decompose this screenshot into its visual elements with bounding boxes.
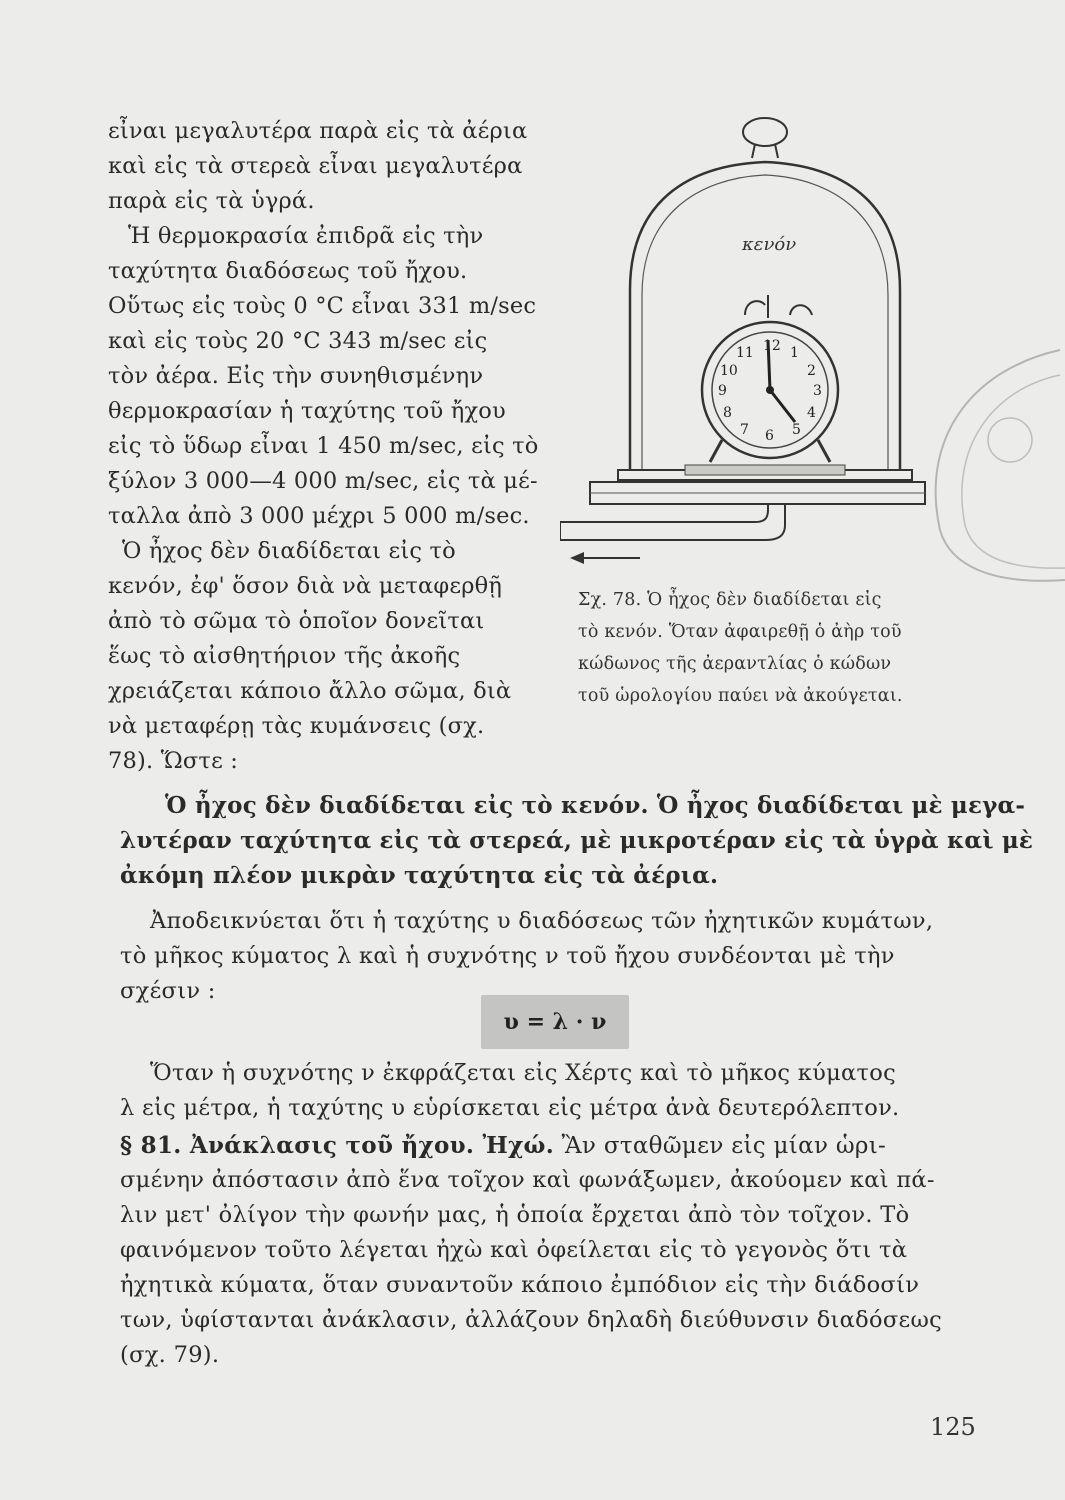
page-number: 125 [930,1413,976,1441]
library-stamp [880,330,1065,590]
column-line-17: χρειάζεται κάποιο ἄλλο σῶμα, διὰ [108,678,512,704]
column-line-10: εἰς τὸ ὕδωρ εἶναι 1 450 m/sec, εἰς τὸ [108,433,539,459]
section-line-3: λιν μετ' ὀλίγον τὴν φωνήν μας, ἡ ὁποία ἔρχεται ἀπὸ τὸν τοῖχον. Τὸ [120,1202,910,1228]
clock-numeral-3: 3 [813,383,822,399]
section-first-line [120,1132,980,1159]
clock-numeral-12: 12 [763,338,781,354]
section-line-4: φαινόμενον τοῦτο λέγεται ἠχὼ καὶ ὀφείλεται εἰς τὸ γεγονὸς ὅτι τὰ [120,1237,908,1263]
section-heading: § 81. Ἀνάκλασις τοῦ ἤχου. Ἠχώ. [120,1132,555,1159]
clock-numeral-1: 1 [790,345,799,361]
section-line-7: (σχ. 79). [120,1342,220,1368]
relation-line-1: Ἀποδεικνύεται ὅτι ἡ ταχύτης υ διαδόσεως τῶν ἠχητικῶν κυμάτων, [150,908,934,934]
column-line-3: παρὰ εἰς τὰ ὑγρά. [108,188,315,214]
clock-numeral-5: 5 [792,422,801,438]
column-line-7: καὶ εἰς τοὺς 20 °C 343 m/sec εἰς [108,328,488,354]
section-line-6: των, ὑφίστανται ἀνάκλασιν, ἀλλάζουν δηλαδὴ διεύθυνσιν διαδόσεως [120,1307,943,1333]
column-line-19: 78). Ὥστε : [108,748,239,774]
column-line-13: Ὁ ἦχος δὲν διαδίδεται εἰς τὸ [122,538,456,564]
units-line-1: Ὅταν ἡ συχνότης ν ἐκφράζεται εἰς Χέρτς καὶ τὸ μῆκος κύματος [150,1060,897,1086]
caption-line-1: Σχ. 78. Ὁ ἦχος δὲν διαδίδεται εἰς [578,590,882,610]
units-line-2: λ εἰς μέτρα, ἡ ταχύτης υ εὑρίσκεται εἰς μέτρα ἀνὰ δευτερόλεπτον. [120,1095,900,1121]
formula-box: υ = λ · ν [481,995,629,1049]
rule-line-3: ἀκόμη πλέον μικρὰν ταχύτητα εἰς τὰ ἀέρια. [120,862,719,889]
clock-numeral-9: 9 [718,383,727,399]
column-line-16: ἕως τὸ αἰσθητήριον τῆς ἀκοῆς [108,643,461,669]
column-line-14: κενόν, ἐφ' ὅσον διὰ νὰ μεταφερθῇ [108,573,503,599]
rule-line-1: Ὁ ἦχος δὲν διαδίδεται εἰς τὸ κενόν. Ὁ ἦχος διαδίδεται μὲ μεγα- [165,792,1026,819]
clock-numeral-4: 4 [807,405,816,421]
clock-numeral-11: 11 [736,345,754,361]
clock-numeral-7: 7 [740,422,749,438]
column-line-8: τὸν ἀέρα. Εἰς τὴν συνηθισμένην [108,363,484,389]
relation-line-2: τὸ μῆκος κύματος λ καὶ ἡ συχνότης ν τοῦ ἤχου συνδέονται μὲ τὴν [120,943,895,969]
rule-line-2: λυτέραν ταχύτητα εἰς τὰ στερεά, μὲ μικροτέραν εἰς τὰ ὑγρὰ καὶ μὲ [120,827,1034,854]
column-line-12: ταλλα ἀπὸ 3 000 μέχρι 5 000 m/sec. [108,503,530,529]
relation-line-3: σχέσιν : [120,978,216,1004]
column-line-6: Οὕτως εἰς τοὺς 0 °C εἶναι 331 m/sec [108,293,537,319]
clock-numeral-10: 10 [720,363,738,379]
column-line-11: ξύλον 3 000—4 000 m/sec, εἰς τὰ μέ- [108,468,538,494]
column-line-4: Ἡ θερμοκρασία ἐπιδρᾶ εἰς τὴν [128,223,484,249]
vacuum-label: κενόν [742,234,797,255]
clock-numeral-2: 2 [807,363,816,379]
column-line-9: θερμοκρασίαν ἡ ταχύτης τοῦ ἤχου [108,398,506,424]
column-line-15: ἀπὸ τὸ σῶμα τὸ ὁποῖον δονεῖται [108,608,485,634]
clock-numeral-6: 6 [765,428,774,444]
section-line-5: ἠχητικὰ κύματα, ὅταν συναντοῦν κάποιο ἐμπόδιον εἰς τὴν διάδοσίν [120,1272,920,1298]
stamp-graphic [880,330,1065,590]
section-line-2: σμένην ἀπόστασιν ἀπὸ ἕνα τοῖχον καὶ φωνάξωμεν, ἀκούομεν καὶ πά- [120,1167,935,1193]
column-line-1: εἶναι μεγαλυτέρα παρὰ εἰς τὰ ἀέρια [108,118,528,144]
column-line-18: νὰ μεταφέρῃ τὰς κυμάνσεις (σχ. [108,713,485,739]
column-line-5: ταχύτητα διαδόσεως τοῦ ἤχου. [108,258,468,284]
caption-line-2: τὸ κενόν. Ὅταν ἀφαιρεθῇ ὁ ἀὴρ τοῦ [578,622,902,642]
section-first-line-rest: Ἂν σταθῶμεν εἰς μίαν ὡρι- [561,1133,887,1159]
caption-line-4: τοῦ ὡρολογίου παύει νὰ ἀκούγεται. [578,686,903,706]
clock-numeral-8: 8 [723,405,732,421]
column-line-2: καὶ εἰς τὰ στερεὰ εἶναι μεγαλυτέρα [108,153,523,179]
caption-line-3: κώδωνος τῆς ἀεραντλίας ὁ κώδων [578,654,892,674]
